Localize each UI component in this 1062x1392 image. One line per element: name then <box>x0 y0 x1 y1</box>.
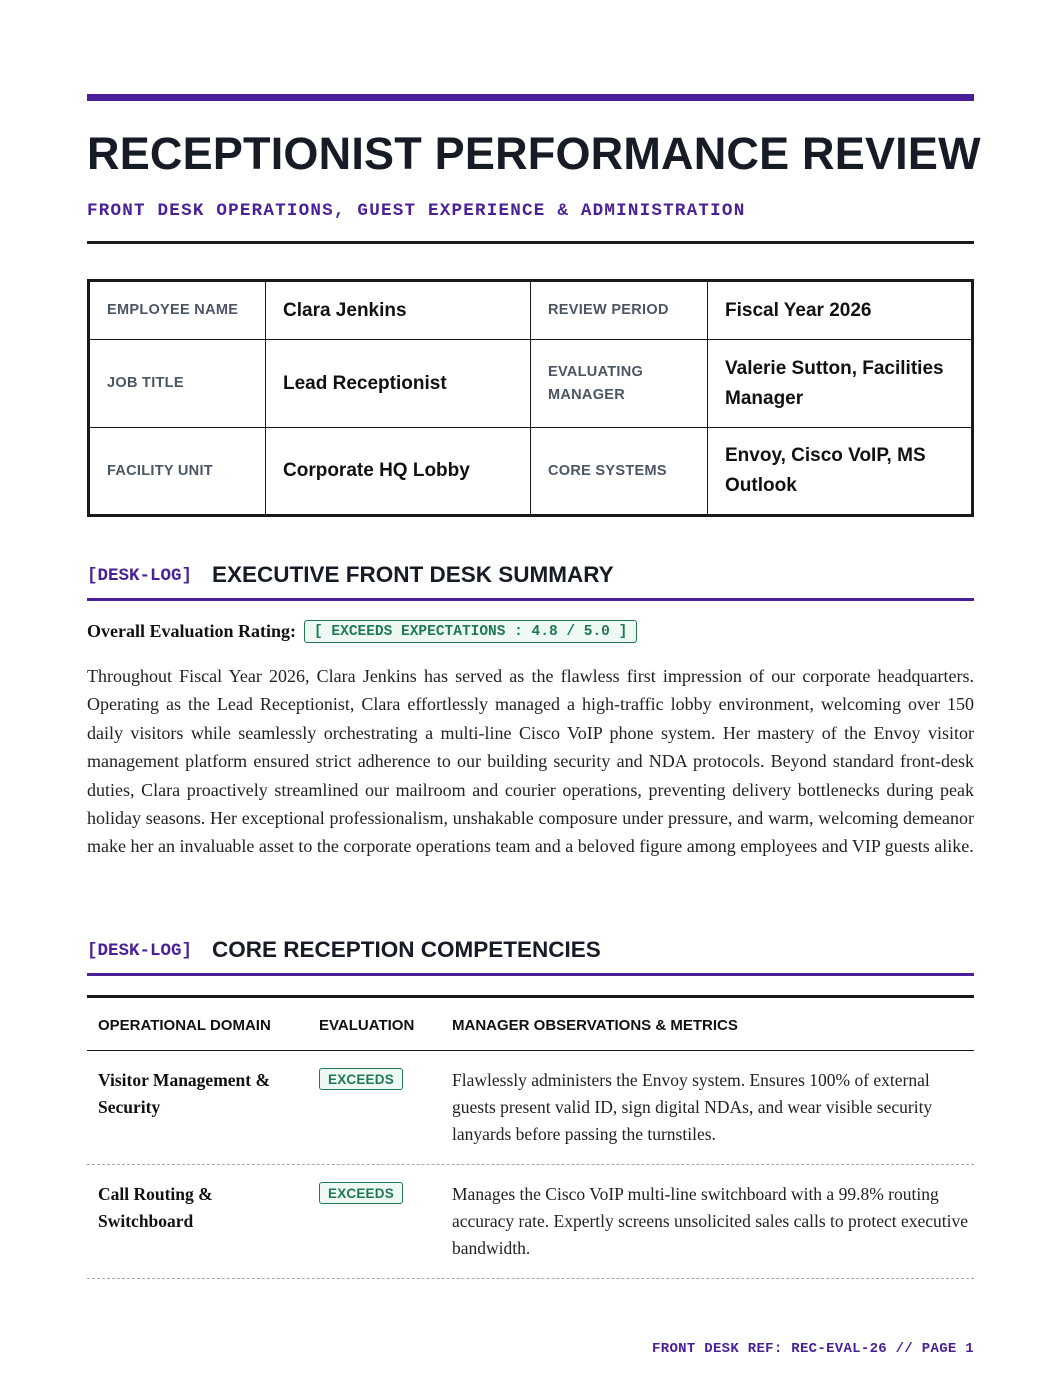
summary-section-title: EXECUTIVE FRONT DESK SUMMARY <box>212 562 614 587</box>
info-row <box>89 340 973 428</box>
header-divider <box>87 241 974 244</box>
page-title: RECEPTIONIST PERFORMANCE REVIEW <box>87 128 981 179</box>
employee-name-value: Clara Jenkins <box>266 281 531 340</box>
core-systems-label: CORE SYSTEMS <box>531 428 708 516</box>
employee-info-table <box>87 279 974 517</box>
row-observations: Flawlessly administers the Envoy system. Ensures 100% of external guests present valid ID, sign digital NDAs, and wear visible security lanyards before passing the turnstiles. <box>452 1070 933 1144</box>
evaluation-badge: EXCEEDS <box>319 1068 403 1090</box>
summary-paragraph: Throughout Fiscal Year 2026, Clara Jenkins has served as the flawless first impression of our corporate headquarters. Operating as the Lead Receptionist, Clara effortlessly managed a high-traffic lobby environment, welcoming over 150 daily visitors while seamlessly orchestrating a multi-line Cisco VoIP phone system. Her mastery of the Envoy visitor management platform ensured strict adherence to our building security and NDA protocols. Beyond standard front-desk duties, Clara proactively streamlined our mailroom and courier operations, preventing delivery bottlenecks during peak holiday seasons. Her exceptional professionalism, unshakable composure under pressure, and warm, welcoming demeanor make her an invaluable asset to the corporate operations team and a beloved figure among employees and VIP guests alike. <box>87 666 974 857</box>
core-systems-value: Envoy, Cisco VoIP, MS Outlook <box>708 428 973 516</box>
info-row <box>89 281 973 340</box>
evaluating-manager-value: Valerie Sutton, Facilities Manager <box>708 340 973 428</box>
rating-label: Overall Evaluation Rating: <box>87 621 297 641</box>
column-header-observations: MANAGER OBSERVATIONS & METRICS <box>452 1017 738 1034</box>
row-domain: Visitor Management & Security <box>98 1070 271 1117</box>
evaluation-badge: EXCEEDS <box>319 1182 403 1204</box>
review-period-label: REVIEW PERIOD <box>531 281 708 340</box>
column-header-domain: OPERATIONAL DOMAIN <box>98 1017 271 1034</box>
facility-unit-value: Corporate HQ Lobby <box>266 428 531 516</box>
overall-rating <box>87 620 637 643</box>
competencies-header-row <box>87 998 974 1051</box>
page-footer-reference: FRONT DESK REF: REC-EVAL-26 // PAGE 1 <box>652 1341 974 1357</box>
page-subtitle: FRONT DESK OPERATIONS, GUEST EXPERIENCE & ADMINISTRATION <box>87 201 746 221</box>
table-row <box>87 1165 974 1279</box>
competencies-section-tag: [DESK-LOG] <box>87 941 193 961</box>
summary-section-header <box>87 558 974 601</box>
competencies-section-header <box>87 933 974 976</box>
competencies-section-title: CORE RECEPTION COMPETENCIES <box>212 937 601 962</box>
evaluating-manager-label: EVALUATING MANAGER <box>531 340 708 428</box>
rating-badge: [ EXCEEDS EXPECTATIONS : 4.8 / 5.0 ] <box>304 620 637 643</box>
info-row <box>89 428 973 516</box>
top-accent-rule <box>87 94 974 101</box>
column-header-evaluation: EVALUATION <box>319 1017 415 1034</box>
competencies-table <box>87 995 974 1279</box>
row-observations: Manages the Cisco VoIP multi-line switchboard with a 99.8% routing accuracy rate. Expertly screens unsolicited sales calls to protect executive bandwidth. <box>452 1184 969 1258</box>
employee-name-label: EMPLOYEE NAME <box>89 281 266 340</box>
row-domain: Call Routing & Switchboard <box>98 1184 213 1231</box>
review-period-value: Fiscal Year 2026 <box>708 281 973 340</box>
summary-section-tag: [DESK-LOG] <box>87 566 193 586</box>
job-title-label: JOB TITLE <box>89 340 266 428</box>
table-row <box>87 1051 974 1165</box>
job-title-value: Lead Receptionist <box>266 340 531 428</box>
facility-unit-label: FACILITY UNIT <box>89 428 266 516</box>
